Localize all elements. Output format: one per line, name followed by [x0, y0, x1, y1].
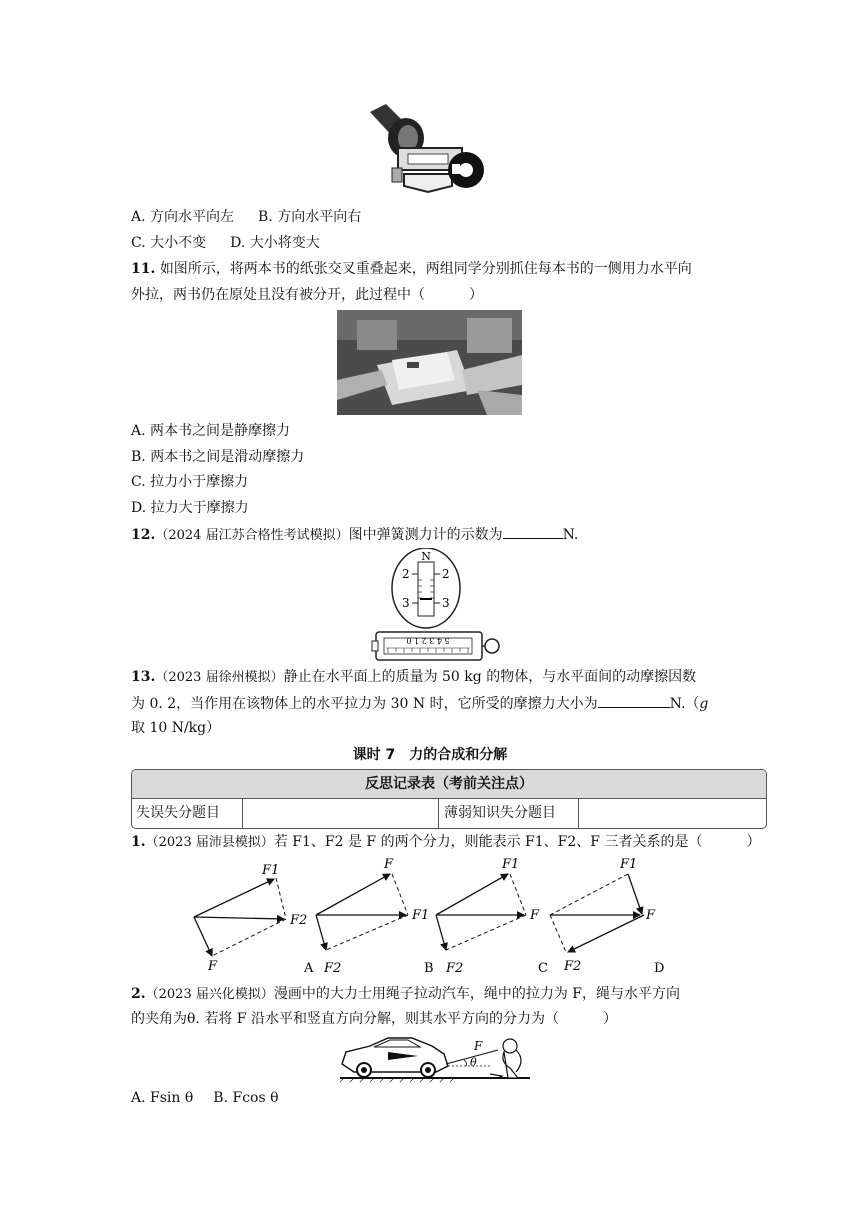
- option-label-c: C: [538, 961, 548, 976]
- gauge-tick-left-3: 3: [402, 596, 410, 610]
- q2-car-figure: [340, 1034, 530, 1082]
- q11-paren-close: ）: [469, 287, 483, 303]
- spring-scale-figure: [370, 548, 502, 664]
- diagram-main: [194, 863, 307, 974]
- q13-unit: N.（: [669, 696, 700, 712]
- diagram-option-a[interactable]: [303, 857, 429, 976]
- weak-knowledge-field[interactable]: [580, 799, 764, 828]
- q11-photo: [337, 310, 522, 415]
- label-F1: F1: [620, 857, 638, 872]
- lesson-title: 课时 7 力的合成和分解: [352, 747, 508, 763]
- option-label-d: D: [654, 961, 665, 976]
- label-F2: F2: [446, 961, 464, 976]
- mistake-questions-label: 失误失分题目: [136, 805, 220, 821]
- force-label: F: [474, 1039, 483, 1053]
- label-F1: F1: [412, 908, 430, 923]
- question-number: 12.: [131, 527, 156, 543]
- q12-unit: N.: [562, 527, 579, 543]
- label-F2: F2: [324, 961, 342, 976]
- label-F2: F2: [290, 913, 308, 928]
- table-row: [132, 799, 766, 828]
- question-number: 13.: [131, 669, 156, 685]
- q13-source: （2023 届徐州模拟）: [155, 670, 284, 685]
- option-label-a: A: [304, 961, 314, 976]
- gauge-tick-right-3: 3: [442, 596, 450, 610]
- q10-option-c[interactable]: C. 大小不变: [131, 235, 207, 251]
- q11-option-b[interactable]: B. 两本书之间是滑动摩擦力: [131, 449, 305, 465]
- gauge-tick-right-2: 2: [442, 567, 450, 581]
- scale-number-row: 5 4 3 2 1 0: [406, 636, 450, 645]
- question-number: 2.: [131, 986, 146, 1002]
- q1-text: 若 F1、F2 是 F 的两个分力，则能表示 F1、F2、F 三者关系的是（: [273, 834, 703, 850]
- g-symbol: g: [699, 696, 709, 712]
- q1-paren-close: ）: [746, 834, 761, 850]
- q13-text: 为 0. 2，当作用在该物体上的水平拉力为 30 N 时，它所受的摩擦力大小为: [131, 696, 598, 712]
- q2-stem-line2: [131, 1009, 617, 1029]
- q11-text: 外拉，两书仍在原处且没有被分开，此过程中（: [131, 287, 425, 303]
- q10-options-row1: [131, 207, 361, 227]
- q12-stem: [131, 524, 578, 546]
- q10-option-d[interactable]: D. 大小将变大: [230, 235, 320, 251]
- q1-force-diagrams: [188, 852, 668, 978]
- label-F: F: [384, 857, 394, 872]
- q2-stem-line1: [131, 984, 680, 1005]
- q11-option-c[interactable]: C. 拉力小于摩擦力: [131, 474, 249, 490]
- label-F: F: [530, 908, 540, 923]
- mistake-questions-field[interactable]: [244, 799, 438, 828]
- q13-stem-line3: 取 10 N/kg）: [131, 720, 221, 736]
- label-F: F: [208, 959, 218, 974]
- label-F: F: [646, 908, 656, 923]
- answer-blank[interactable]: [598, 693, 670, 708]
- q13-stem-line2: [131, 693, 708, 714]
- q11-option-a[interactable]: A. 两本书之间是静摩擦力: [131, 423, 291, 439]
- q10-option-b[interactable]: B. 方向水平向右: [258, 209, 362, 225]
- label-F1: F1: [262, 863, 280, 878]
- gauge-tick-left-2: 2: [402, 567, 410, 581]
- reflection-table: [131, 769, 767, 829]
- q1-stem: [131, 832, 760, 853]
- answer-blank[interactable]: [503, 524, 563, 539]
- q2-options: [131, 1088, 279, 1108]
- q13-stem-line1: [131, 667, 696, 688]
- q11-text: 如图所示，将两本书的纸张交叉重叠起来，两组同学分别抓住每本书的一侧用力水平向: [159, 261, 692, 277]
- label-F2: F2: [564, 959, 582, 974]
- q2-text: 的夹角为θ. 若将 F 沿水平和竖直方向分解，则其水平方向的分力为（: [131, 1011, 559, 1027]
- q2-option-a[interactable]: A. Fsin θ: [131, 1090, 194, 1106]
- q2-text: 漫画中的大力士用绳子拉动汽车，绳中的拉力为 F，绳与水平方向: [273, 986, 681, 1002]
- q2-paren-close: ）: [602, 1011, 617, 1027]
- angle-label: θ: [470, 1056, 477, 1069]
- label-F1: F1: [502, 857, 520, 872]
- weak-knowledge-label: 薄弱知识失分题目: [444, 805, 556, 821]
- q12-source: （2024 届江苏合格性考试模拟）: [155, 528, 349, 543]
- q11-option-d[interactable]: D. 拉力大于摩擦力: [131, 500, 249, 516]
- diagram-option-b[interactable]: [424, 857, 540, 976]
- diagram-option-c[interactable]: [538, 857, 664, 976]
- q12-text: 图中弹簧测力计的示数为: [348, 527, 503, 543]
- q13-text: 静止在水平面上的质量为 50 kg 的物体，与水平面间的动摩擦因数: [283, 669, 697, 685]
- q1-source: （2023 届沛县模拟）: [145, 835, 274, 850]
- table-header: 反思记录表（考前关注点）: [132, 770, 766, 799]
- question-number: 1.: [131, 834, 146, 850]
- question-number: 11.: [131, 261, 156, 277]
- q10-option-a[interactable]: A. 方向水平向左: [131, 209, 235, 225]
- gauge-unit-label: N: [421, 550, 431, 563]
- q11-stem-line1: [131, 259, 692, 279]
- q2-source: （2023 届兴化模拟）: [145, 987, 274, 1002]
- q11-stem-line2: [131, 285, 483, 305]
- q2-option-b[interactable]: B. Fcos θ: [213, 1090, 279, 1106]
- option-label-b: B: [424, 961, 434, 976]
- q10-options-row2: [131, 233, 320, 253]
- q10-figure: [368, 104, 484, 196]
